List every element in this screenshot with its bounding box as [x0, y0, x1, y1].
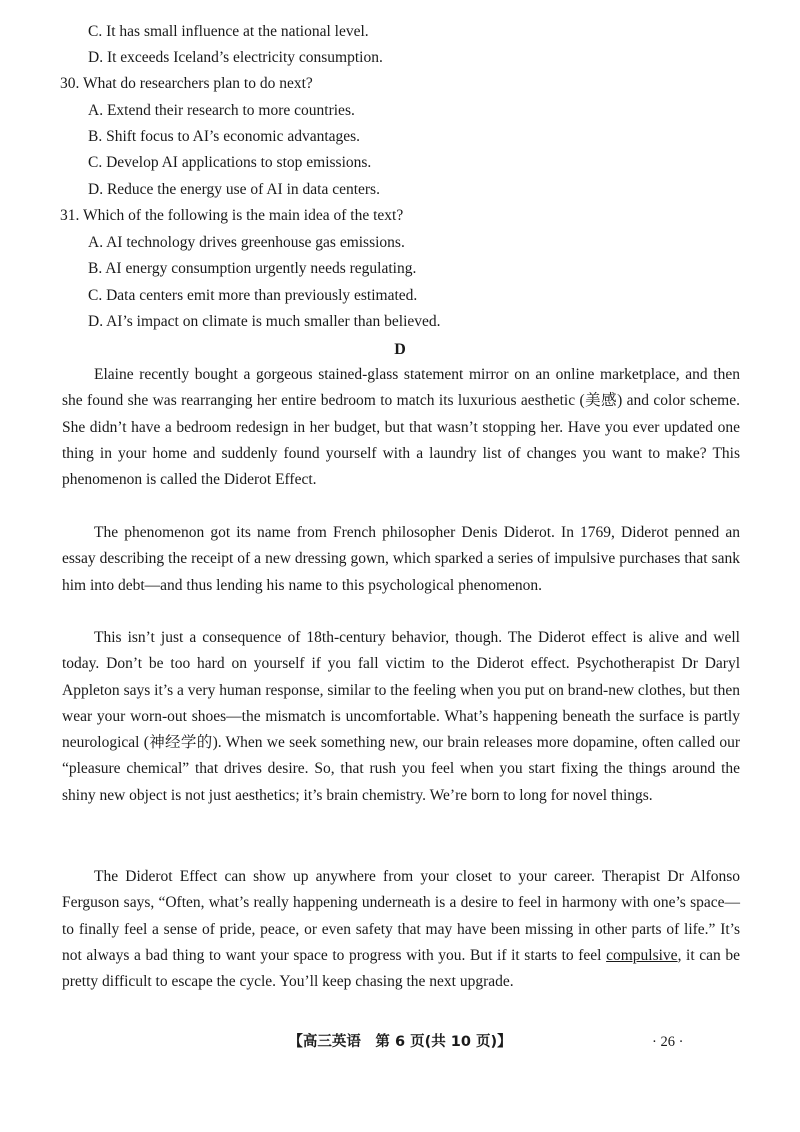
section-heading: D — [394, 341, 406, 358]
underlined-word: compulsive — [606, 946, 678, 964]
q29-option-c: C. It has small influence at the national level. — [88, 23, 369, 40]
passage-paragraph-4 — [62, 864, 740, 995]
passage-paragraph-2: The phenomenon got its name from French philosopher Denis Diderot. In 1769, Diderot penned an essay describing the receipt of a new dressing gown, which sparked a series of impulsive purchases that sank him into debt—and thus lending his name to this psychological phenomenon. — [62, 524, 740, 594]
q30-option-a: A. Extend their research to more countries. — [88, 102, 355, 119]
q31-option-d: D. AI’s impact on climate is much smaller than believed. — [88, 313, 441, 330]
q31-question: 31. Which of the following is the main idea of the text? — [60, 207, 404, 224]
passage-paragraph-1: Elaine recently bought a gorgeous stained-glass statement mirror on an online marketplace, and then she found she was rearranging her entire bedroom to match its luxurious aesthetic (美感) and color scheme. She didn’t have a bedroom redesign in her budget, but that wasn’t stopping her. Have you ever updated one thing in your home and suddenly found yourself with a laundry list of changes you want to make? This phenomenon is called the Diderot Effect. — [62, 366, 740, 489]
q31-option-b: B. AI energy consumption urgently needs regulating. — [88, 260, 417, 277]
q31-option-a: A. AI technology drives greenhouse gas emissions. — [88, 234, 405, 251]
q30-option-d: D. Reduce the energy use of AI in data centers. — [88, 181, 380, 198]
q29-option-d: D. It exceeds Iceland’s electricity consumption. — [88, 49, 383, 66]
paragraph-4-text-end: , it can be pretty difficult to escape the cycle. You’ll keep chasing the next upgrade. — [62, 946, 740, 991]
page-footer: 【高三英语 第 6 页(共 10 页)】 — [288, 1034, 512, 1050]
q30-question: 30. What do researchers plan to do next? — [60, 75, 313, 92]
q31-option-c: C. Data centers emit more than previously estimated. — [88, 287, 418, 304]
q30-option-b: B. Shift focus to AI’s economic advantages. — [88, 128, 361, 145]
passage-paragraph-3: This isn’t just a consequence of 18th-century behavior, though. The Diderot effect is alive and well today. Don’t be too hard on yourself if you fall victim to the Diderot effect. Psychotherapist Dr Daryl Appleton says it’s a very human response, similar to the feeling when you put on brand-new clothes, but then wear your worn-out shoes—the mismatch is uncomfortable. What’s happening beneath the surface is partly neurological (神经学的). When we seek something new, our brain releases more dopamine, often called our “pleasure chemical” that drives desire. So, that rush you feel when you start fixing the things around the shiny new object is not just aesthetics; it’s brain chemistry. We’re born to long for novel things. — [62, 629, 740, 804]
q30-option-c: C. Develop AI applications to stop emissions. — [88, 154, 372, 171]
page-number: · 26 · — [652, 1034, 684, 1050]
paragraph-4-text-start: The Diderot Effect can show up anywhere from your closet to your career. Therapist Dr Alfonso Ferguson says, “Often, what’s really happening underneath is a desire to feel in harmony with one’s space—to finally feel a sense of pride, peace, or even safety that may have been missing in other parts of life.” It’s not always a bad thing to want your space to progress with you. But if it starts to feel — [62, 868, 740, 964]
